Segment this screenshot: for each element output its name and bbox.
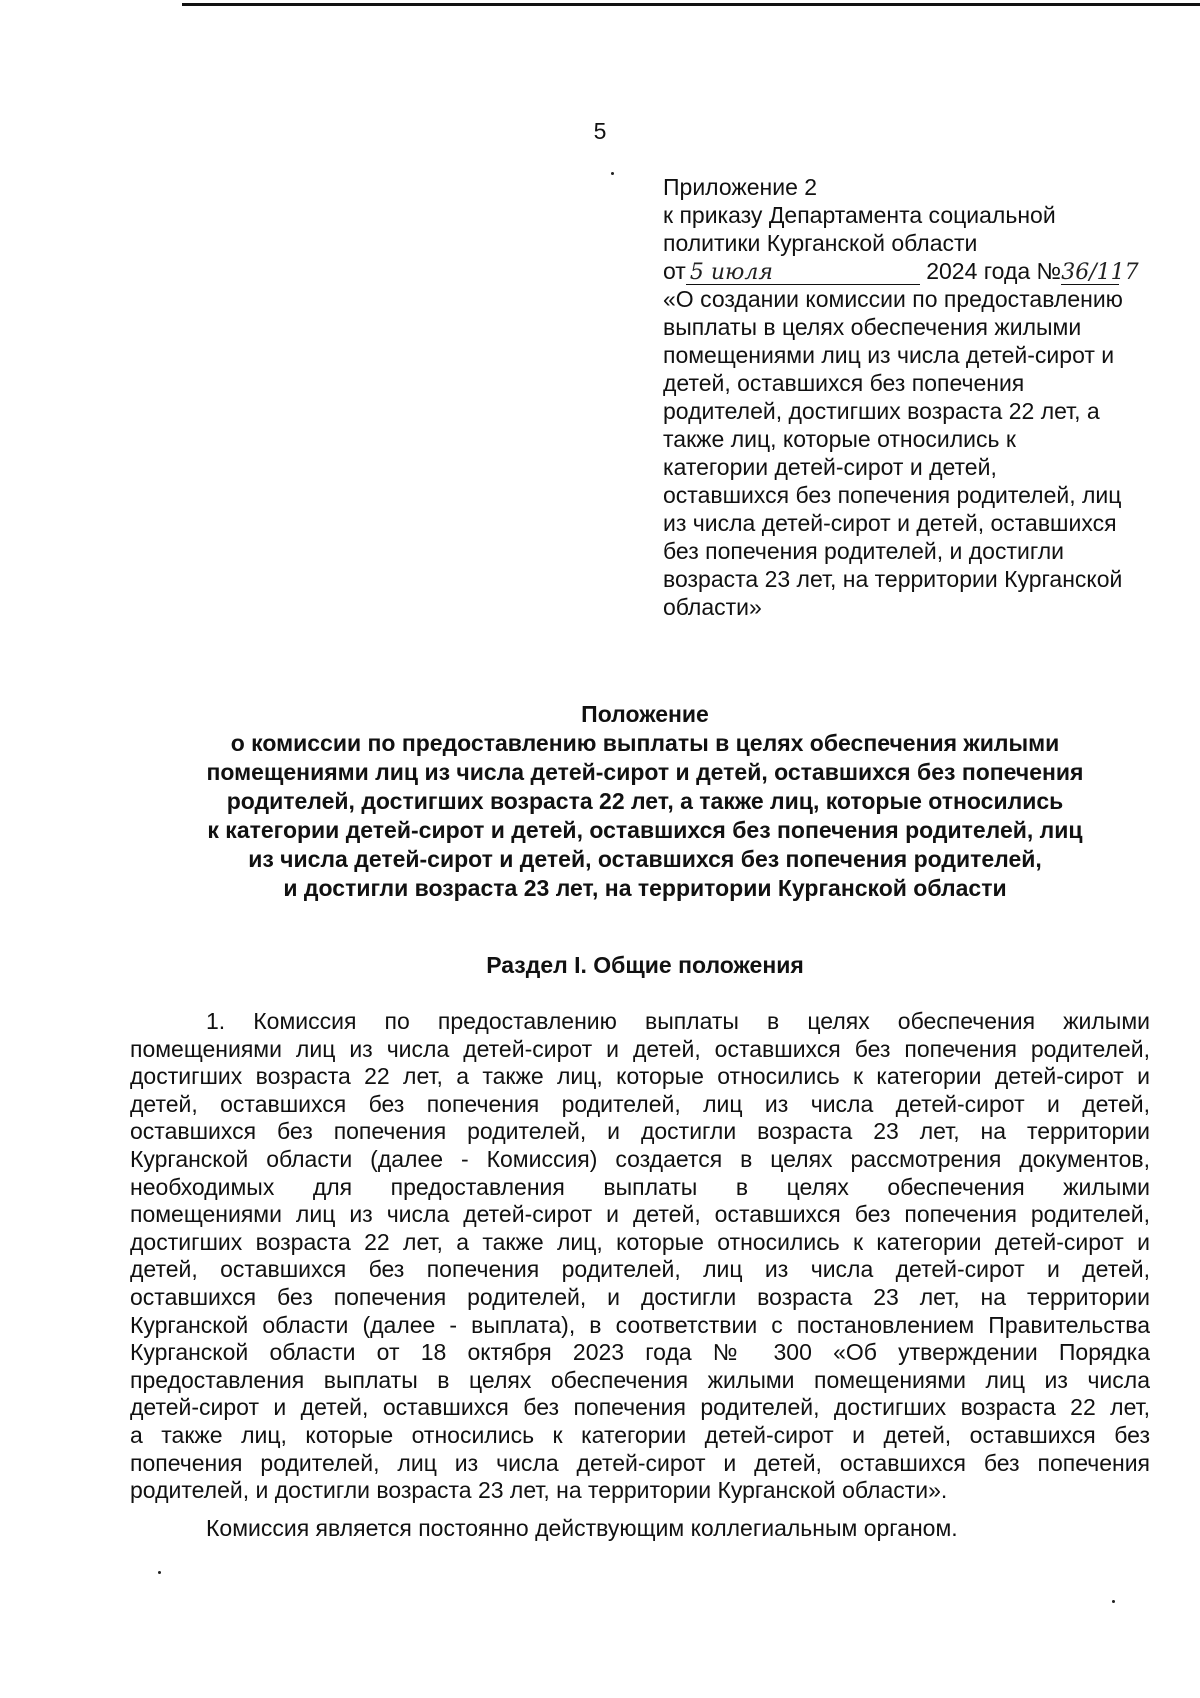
appendix-title-line: помещениями лиц из числа детей-сирот и	[663, 342, 1115, 368]
appendix-title-line: из числа детей-сирот и детей, оставшихся	[663, 510, 1117, 536]
paragraph-line: Курганской области от 18 октября 2023 года № 300 «Об утверждении Порядка	[130, 1339, 1150, 1366]
scan-speck	[1112, 1600, 1115, 1603]
paragraph-line: Курганской области (далее - Комиссия) создается в целях рассмотрения документов,	[130, 1145, 1150, 1172]
paragraph-line: достигших возраста 22 лет, а также лиц, которые относились к категории детей-сирот и	[130, 1063, 1150, 1090]
paragraph-line: детей, оставшихся без попечения родителей, лиц из числа детей-сирот и детей,	[130, 1256, 1150, 1283]
paragraph-line: достигших возраста 22 лет, а также лиц, которые относились к категории детей-сирот и	[130, 1228, 1150, 1255]
appendix-title-line: выплаты в целях обеспечения жилыми	[663, 314, 1082, 340]
paragraph-line: 1. Комиссия по предоставлению выплаты в целях обеспечения жилыми	[206, 1008, 1150, 1034]
handwritten-date: 5 июля	[686, 262, 920, 285]
document-title-line: Положение	[581, 701, 709, 727]
date-prefix: от	[663, 258, 686, 284]
document-title-line: из числа детей-сирот и детей, оставшихся без попечения родителей,	[248, 846, 1042, 872]
paragraph-line: предоставления выплаты в целях обеспечения жилыми помещениями лиц из числа	[130, 1366, 1150, 1393]
handwritten-order-number: 36/117	[1061, 260, 1139, 285]
document-title-line: помещениями лиц из числа детей-сирот и детей, оставшихся без попечения	[206, 759, 1084, 785]
section-heading: Раздел I. Общие положения	[486, 952, 804, 978]
closing-sentence: Комиссия является постоянно действующим коллегиальным органом.	[206, 1515, 958, 1541]
appendix-date-line	[663, 257, 1163, 285]
page-number: 5	[593, 118, 607, 144]
paragraph-line: попечения родителей, лиц из числа детей-сирот и детей, оставшихся без попечения	[130, 1449, 1150, 1476]
appendix-title-line: родителей, достигших возраста 22 лет, а	[663, 398, 1100, 424]
document-title-line: и достигли возраста 23 лет, на территории Курганской области	[283, 875, 1007, 901]
appendix-line: Приложение 2	[663, 174, 818, 200]
paragraph-line: помещениями лиц из числа детей-сирот и детей, оставшихся без попечения родителей,	[130, 1201, 1150, 1228]
scan-speck	[158, 1571, 161, 1574]
paragraph-line: а также лиц, которые относились к категории детей-сирот и детей, оставшихся без	[130, 1421, 1150, 1448]
appendix-title-line: оставшихся без попечения родителей, лиц	[663, 482, 1122, 508]
top-rule	[182, 3, 1200, 6]
document-title-line: к категории детей-сирот и детей, оставшихся без попечения родителей, лиц	[207, 817, 1083, 843]
appendix-line: политики Курганской области	[663, 230, 978, 256]
appendix-block	[663, 173, 1163, 621]
appendix-title-line: возраста 23 лет, на территории Курганской	[663, 566, 1123, 592]
paragraph-line: Курганской области (далее - выплата), в соответствии с постановлением Правительства	[130, 1311, 1150, 1338]
document-title	[150, 700, 1140, 903]
document-title-line: родителей, достигших возраста 22 лет, а также лиц, которые относились	[226, 788, 1064, 814]
paragraph-line: детей, оставшихся без попечения родителей, лиц из числа детей-сирот и детей,	[130, 1090, 1150, 1117]
paragraph-line: помещениями лиц из числа детей-сирот и детей, оставшихся без попечения родителей,	[130, 1035, 1150, 1062]
appendix-title-line: области»	[663, 594, 762, 620]
paragraph-line: необходимых для предоставления выплаты в целях обеспечения жилыми	[130, 1173, 1150, 1200]
scan-speck	[611, 172, 614, 175]
paragraph-line: оставшихся без попечения родителей, и достигли возраста 23 лет, на территории	[130, 1118, 1150, 1145]
paragraph-line: родителей, и достигли возраста 23 лет, на территории Курганской области».	[130, 1477, 948, 1504]
appendix-title-line: категории детей-сирот и детей,	[663, 454, 997, 480]
paragraph-line: оставшихся без попечения родителей, и достигли возраста 23 лет, на территории	[130, 1283, 1150, 1310]
document-title-line: о комиссии по предоставлению выплаты в целях обеспечения жилыми	[230, 730, 1060, 756]
appendix-title-line: также лиц, которые относились к	[663, 426, 1016, 452]
appendix-title-line: без попечения родителей, и достигли	[663, 538, 1065, 564]
appendix-line: к приказу Департамента социальной	[663, 202, 1056, 228]
year-text: 2024 года №	[926, 258, 1062, 284]
appendix-title-line: детей, оставшихся без попечения	[663, 370, 1025, 396]
appendix-title-line: «О создании комиссии по предоставлению	[663, 286, 1123, 312]
paragraph-line: детей-сирот и детей, оставшихся без попечения родителей, достигших возраста 22 лет,	[130, 1394, 1150, 1421]
paragraph-1	[130, 1008, 1150, 1505]
